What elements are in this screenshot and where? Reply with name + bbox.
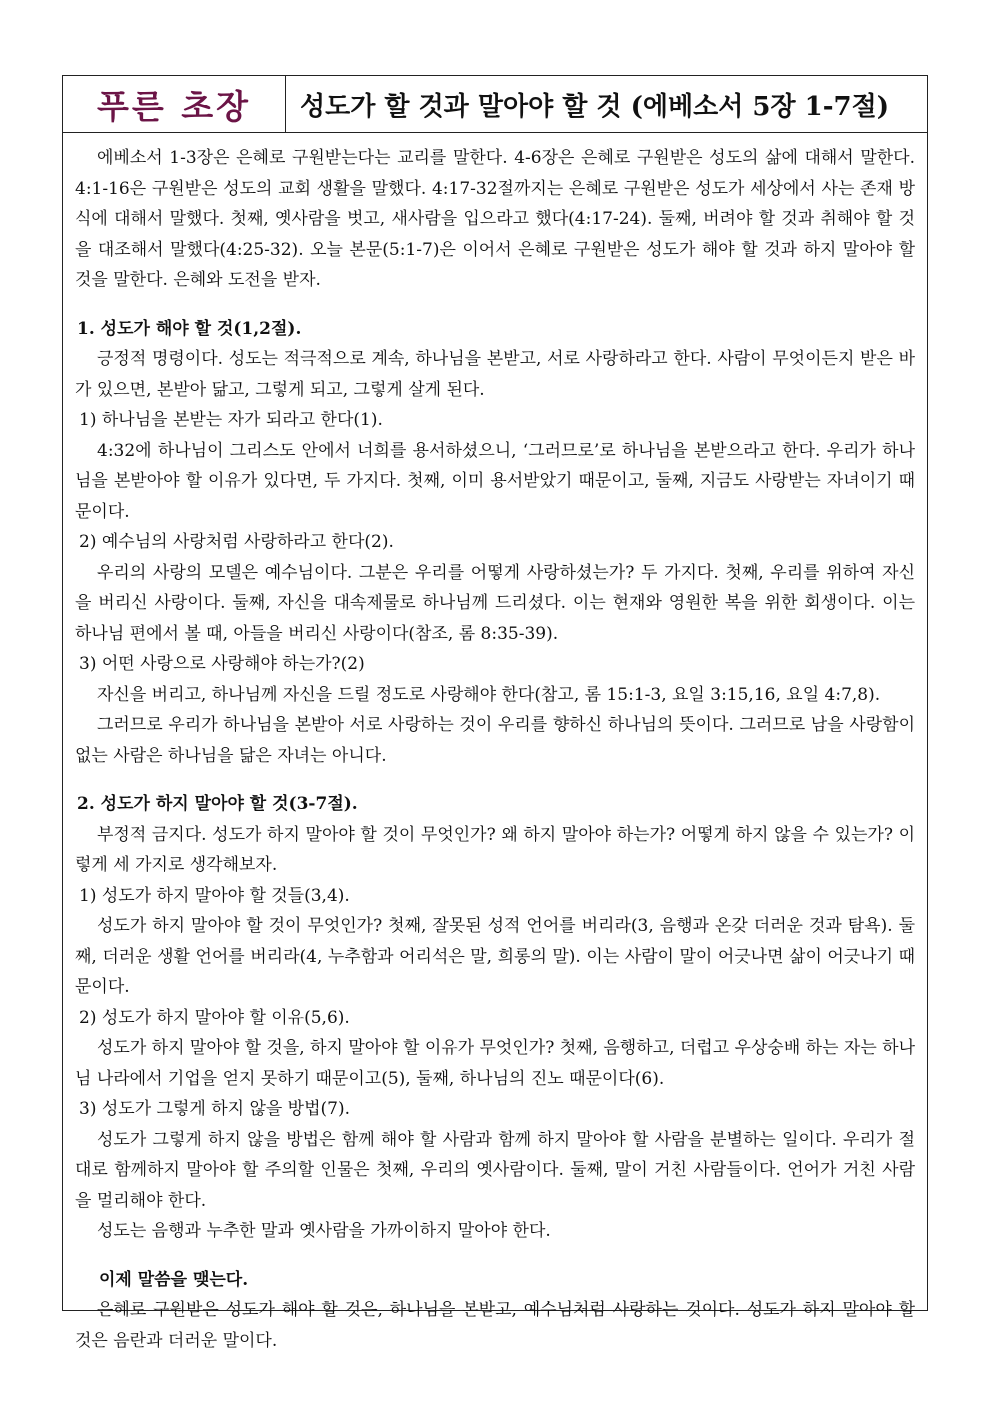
section-2-point-2: 2) 성도가 하지 말아야 할 이유(5,6).: [79, 1007, 350, 1028]
section-1-point-3-text-2: 그러므로 우리가 하나님을 본받아 서로 사랑하는 것이 우리를 향하신 하나님의 뜻이다. 그러므로 남을 사랑함이 없는 사람은 하나님을 닮은 자녀는 아니다.: [75, 715, 915, 766]
section-2-point-3-text: 성도가 그렇게 하지 않을 방법은 함께 해야 할 사람과 함께 하지 말아야 할 사람을 분별하는 일이다. 우리가 절대로 함께하지 말아야 할 주의할 인물은 첫째, 우리의 옛사람이다. 둘째, 말이 거친 사람들이다. 언어가 거친 사람을 멀리해야 한다.: [75, 1129, 915, 1211]
sermon-frame: [62, 75, 928, 1351]
header-bar: [63, 76, 927, 133]
section-2-point-3-text-2: 성도는 음행과 누추한 말과 옛사람을 가까이하지 말아야 한다.: [97, 1221, 551, 1241]
section-1-point-2: 2) 예수님의 사랑처럼 사랑하라고 한다(2).: [79, 532, 394, 552]
conclusion-paragraph: 은혜로 구원받은 성도가 해야 할 것은, 하나님을 본받고, 예수님처럼 사랑하는 것이다. 성도가 하지 말아야 할 것은 음란과 더러운 말이다.: [75, 1300, 915, 1351]
section-1-point-1-text: 4:32에 하나님이 그리스도 안에서 너희를 용서하셨으니, ‘그러므로’로 하나님을 본받으라고 한다. 우리가 하나님을 본받아야 할 이유가 있다면, 두 가지다. 첫째, 이미 용서받았기 때문이고, 둘째, 지금도 사랑받는 자녀이기 때문이다.: [75, 440, 915, 522]
section-2-point-1-text: 성도가 하지 말아야 할 것이 무엇인가? 첫째, 잘못된 성적 언어를 버리라(3, 음행과 온갖 더러운 것과 탐욕). 둘째, 더러운 생활 언어를 버리라(4, 누추함과 어리석은 말, 희롱의 말). 이는 사람이 말이 어긋나면 삶이 어긋나기 때문이다.: [75, 916, 915, 997]
section-1-point-1: 1) 하나님을 본받는 자가 되라고 한다(1).: [79, 410, 383, 430]
section-1-point-3-text: 자신을 버리고, 하나님께 자신을 드릴 정도로 사랑해야 한다(참고, 롬 15:1-3, 요일 3:15,16, 요일 4:7,8).: [97, 684, 881, 705]
section-1-point-2-text: 우리의 사랑의 모델은 예수님이다. 그분은 우리를 어떻게 사랑하셨는가? 두 가지다. 첫째, 우리를 위하여 자신을 버리신 사랑이다. 둘째, 자신을 대속제물로 하나님께 드리셨다. 이는 현재와 영원한 복을 위한 회생이다. 이는 하나님 편에서 볼 때, 아들을 버리신 사랑이다(참조, 롬 8:35-39).: [75, 562, 915, 644]
section-2-point-2-text: 성도가 하지 말아야 할 것을, 하지 말아야 할 이유가 무엇인가? 첫째, 음행하고, 더럽고 우상숭배 하는 자는 하나님 나라에서 기업을 얻지 못하기 때문이고(5), 둘째, 하나님의 진노 때문이다(6).: [75, 1038, 915, 1089]
sermon-body: [63, 133, 927, 1356]
sermon-title: 성도가 할 것과 말아야 할 것 (에베소서 5장 1-7절): [300, 91, 890, 122]
section-2-point-1: 1) 성도가 하지 말아야 할 것들(3,4).: [79, 885, 350, 906]
section-2-paragraph: 부정적 금지다. 성도가 하지 말아야 할 것이 무엇인가? 왜 하지 말아야 하는가? 어떻게 하지 않을 수 있는가? 이렇게 세 가지로 생각해보자.: [75, 824, 915, 875]
section-2-heading: 2. 성도가 하지 말아야 할 것(3-7절).: [77, 794, 358, 814]
intro-paragraph: 에베소서 1-3장은 은혜로 구원받는다는 교리를 말한다. 4-6장은 은혜로 구원받은 성도의 삶에 대해서 말한다. 4:1-16은 구원받은 성도의 교회 생활을 말했다. 4:17-32절까지는 은혜로 구원받은 성도가 세상에서 사는 존재 방식에 대해서 말했다. 첫째, 옛사람을 벗고, 새사람을 입으라고 했다(4:17-24). 둘째, 버려야 할 것과 취해야 할 것을 대조해서 말했다(4:25-32). 오늘 본문(5:1-7)은 이어서 은혜로 구원받은 성도가 해야 할 것과 하지 말아야 할 것을 말한다. 은혜와 도전을 받자.: [75, 148, 915, 290]
section-1-heading: 1. 성도가 해야 할 것(1,2절).: [77, 318, 302, 339]
section-1-point-3: 3) 어떤 사랑으로 사랑해야 하는가?(2): [79, 654, 365, 674]
brand-title: 푸른 초장: [63, 76, 286, 132]
section-2-point-3: 3) 성도가 그렇게 하지 않을 방법(7).: [79, 1099, 351, 1119]
section-1-paragraph: 긍정적 명령이다. 성도는 적극적으로 계속, 하나님을 본받고, 서로 사랑하라고 한다. 사람이 무엇이든지 받은 바가 있으면, 본받아 닮고, 그렇게 되고, 그렇게 살게 된다.: [75, 349, 915, 400]
conclusion-heading: 이제 말씀을 맺는다.: [99, 1269, 249, 1290]
